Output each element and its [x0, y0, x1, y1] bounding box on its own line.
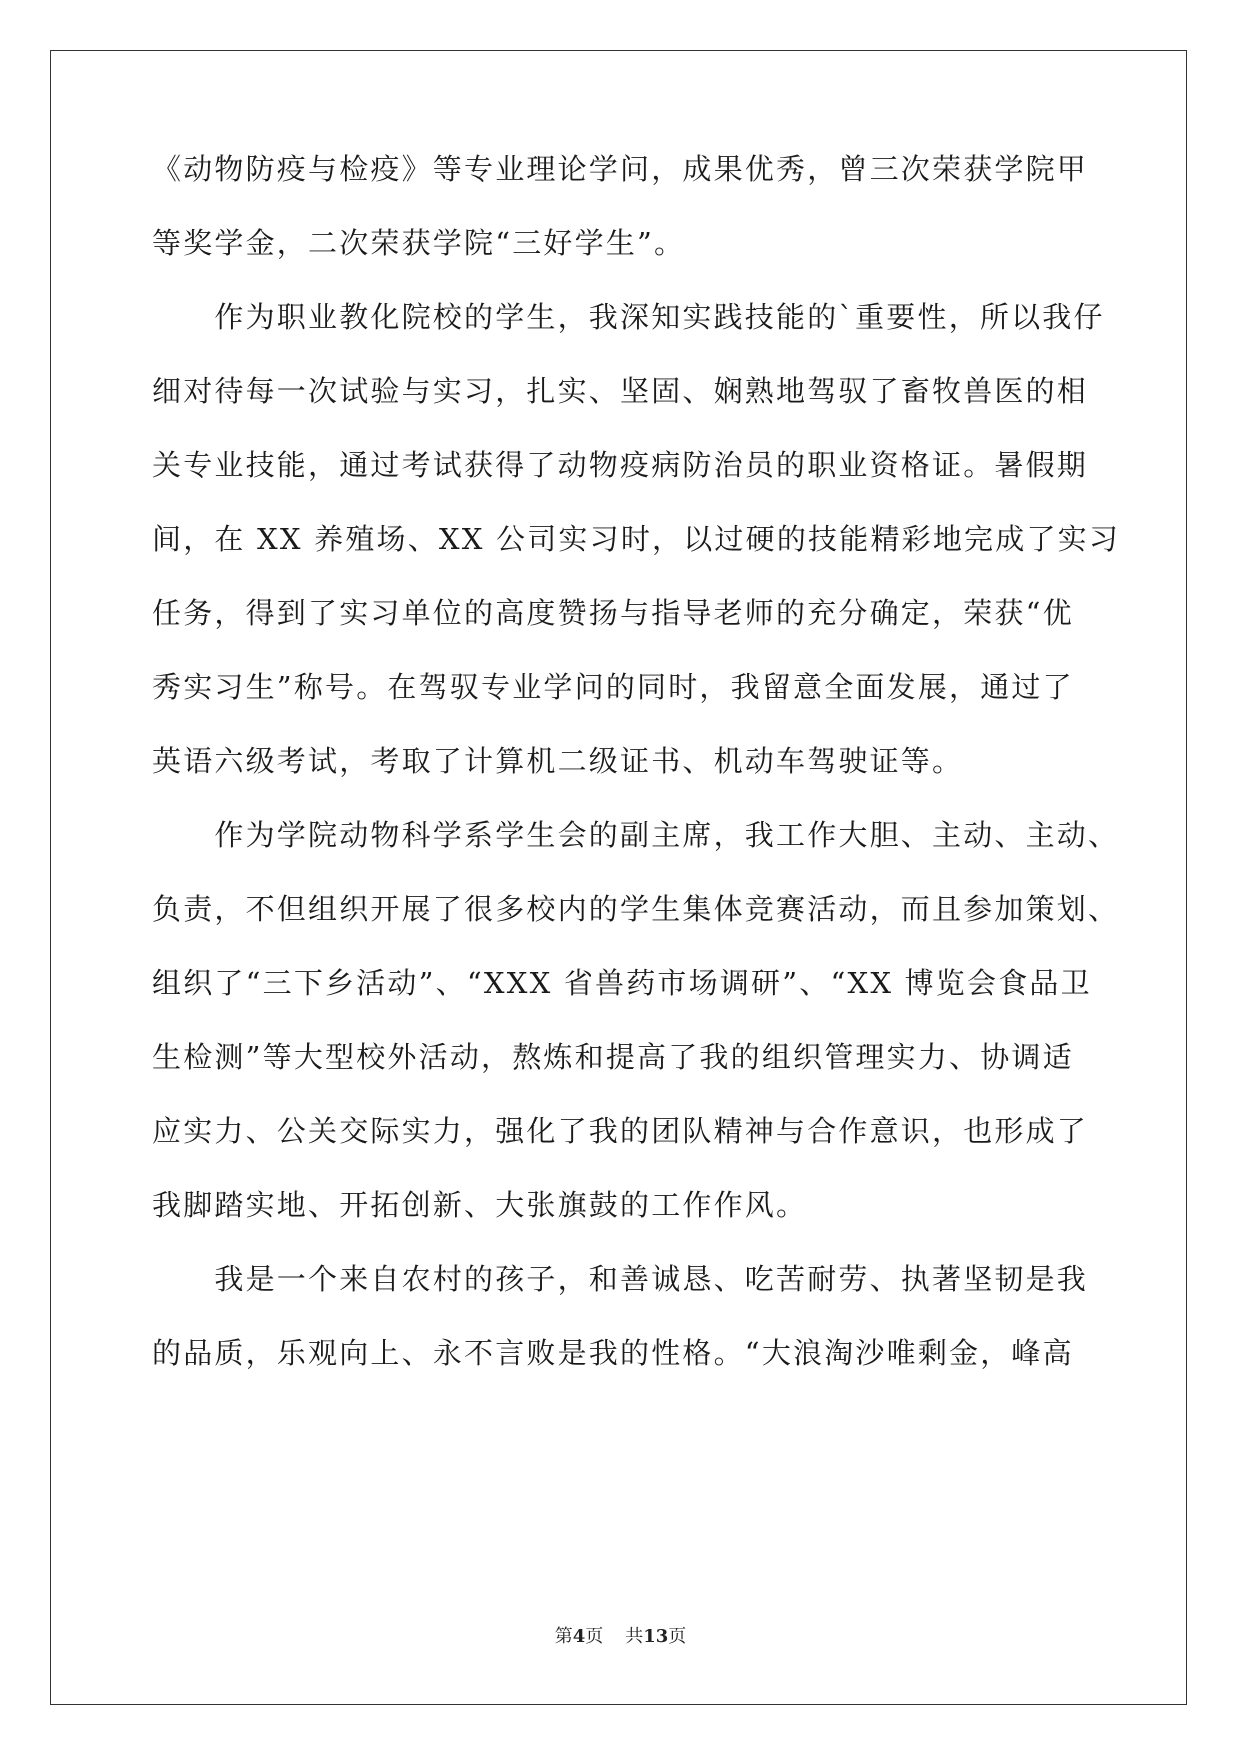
text-line: 间，在 XX 养殖场、XX 公司实习时，以过硬的技能精彩地完成了实习	[152, 522, 1121, 556]
page-suffix: 页	[585, 1626, 604, 1647]
total-pages: 13	[643, 1626, 669, 1647]
text-line: 生检测”等大型校外活动，熬炼和提高了我的组织管理实力、协调适	[152, 1040, 1074, 1074]
page-footer	[0, 1625, 1241, 1649]
text-line: 我脚踏实地、开拓创新、大张旗鼓的工作作风。	[152, 1188, 808, 1222]
text-line: 我是一个来自农村的孩子，和善诚恳、吃苦耐劳、执著坚韧是我	[152, 1262, 1089, 1296]
text-line: 的品质，乐观向上、永不言败是我的性格。“大浪淘沙唯剩金，峰高	[152, 1336, 1074, 1370]
page-prefix: 第	[554, 1626, 573, 1647]
text-line: 应实力、公关交际实力，强化了我的团队精神与合作意识，也形成了	[152, 1114, 1089, 1148]
text-line: 组织了“三下乡活动”、“XXX 省兽药市场调研”、“XX 博览会食品卫	[152, 966, 1092, 1000]
text-line: 作为职业教化院校的学生，我深知实践技能的`重要性，所以我仔	[152, 300, 1105, 334]
text-line: 秀实习生”称号。在驾驭专业学问的同时，我留意全面发展，通过了	[152, 670, 1074, 704]
text-line: 负责，不但组织开展了很多校内的学生集体竞赛活动，而且参加策划、	[152, 892, 1120, 926]
text-line: 关专业技能，通过考试获得了动物疫病防治员的职业资格证。暑假期	[152, 448, 1089, 482]
page-number: 4	[572, 1626, 586, 1647]
text-line: 作为学院动物科学系学生会的副主席，我工作大胆、主动、主动、	[152, 818, 1120, 852]
text-line: 等奖学金，二次荣获学院“三好学生”。	[152, 226, 686, 260]
text-line: 细对待每一次试验与实习，扎实、坚固、娴熟地驾驭了畜牧兽医的相	[152, 374, 1089, 408]
text-line: 任务，得到了实习单位的高度赞扬与指导老师的充分确定，荣获“优	[152, 596, 1074, 630]
text-line: 《动物防疫与检疫》等专业理论学问，成果优秀，曾三次荣获学院甲	[152, 152, 1089, 186]
total-suffix: 页	[668, 1626, 687, 1647]
total-prefix: 共	[625, 1626, 644, 1647]
text-line: 英语六级考试，考取了计算机二级证书、机动车驾驶证等。	[152, 744, 964, 778]
